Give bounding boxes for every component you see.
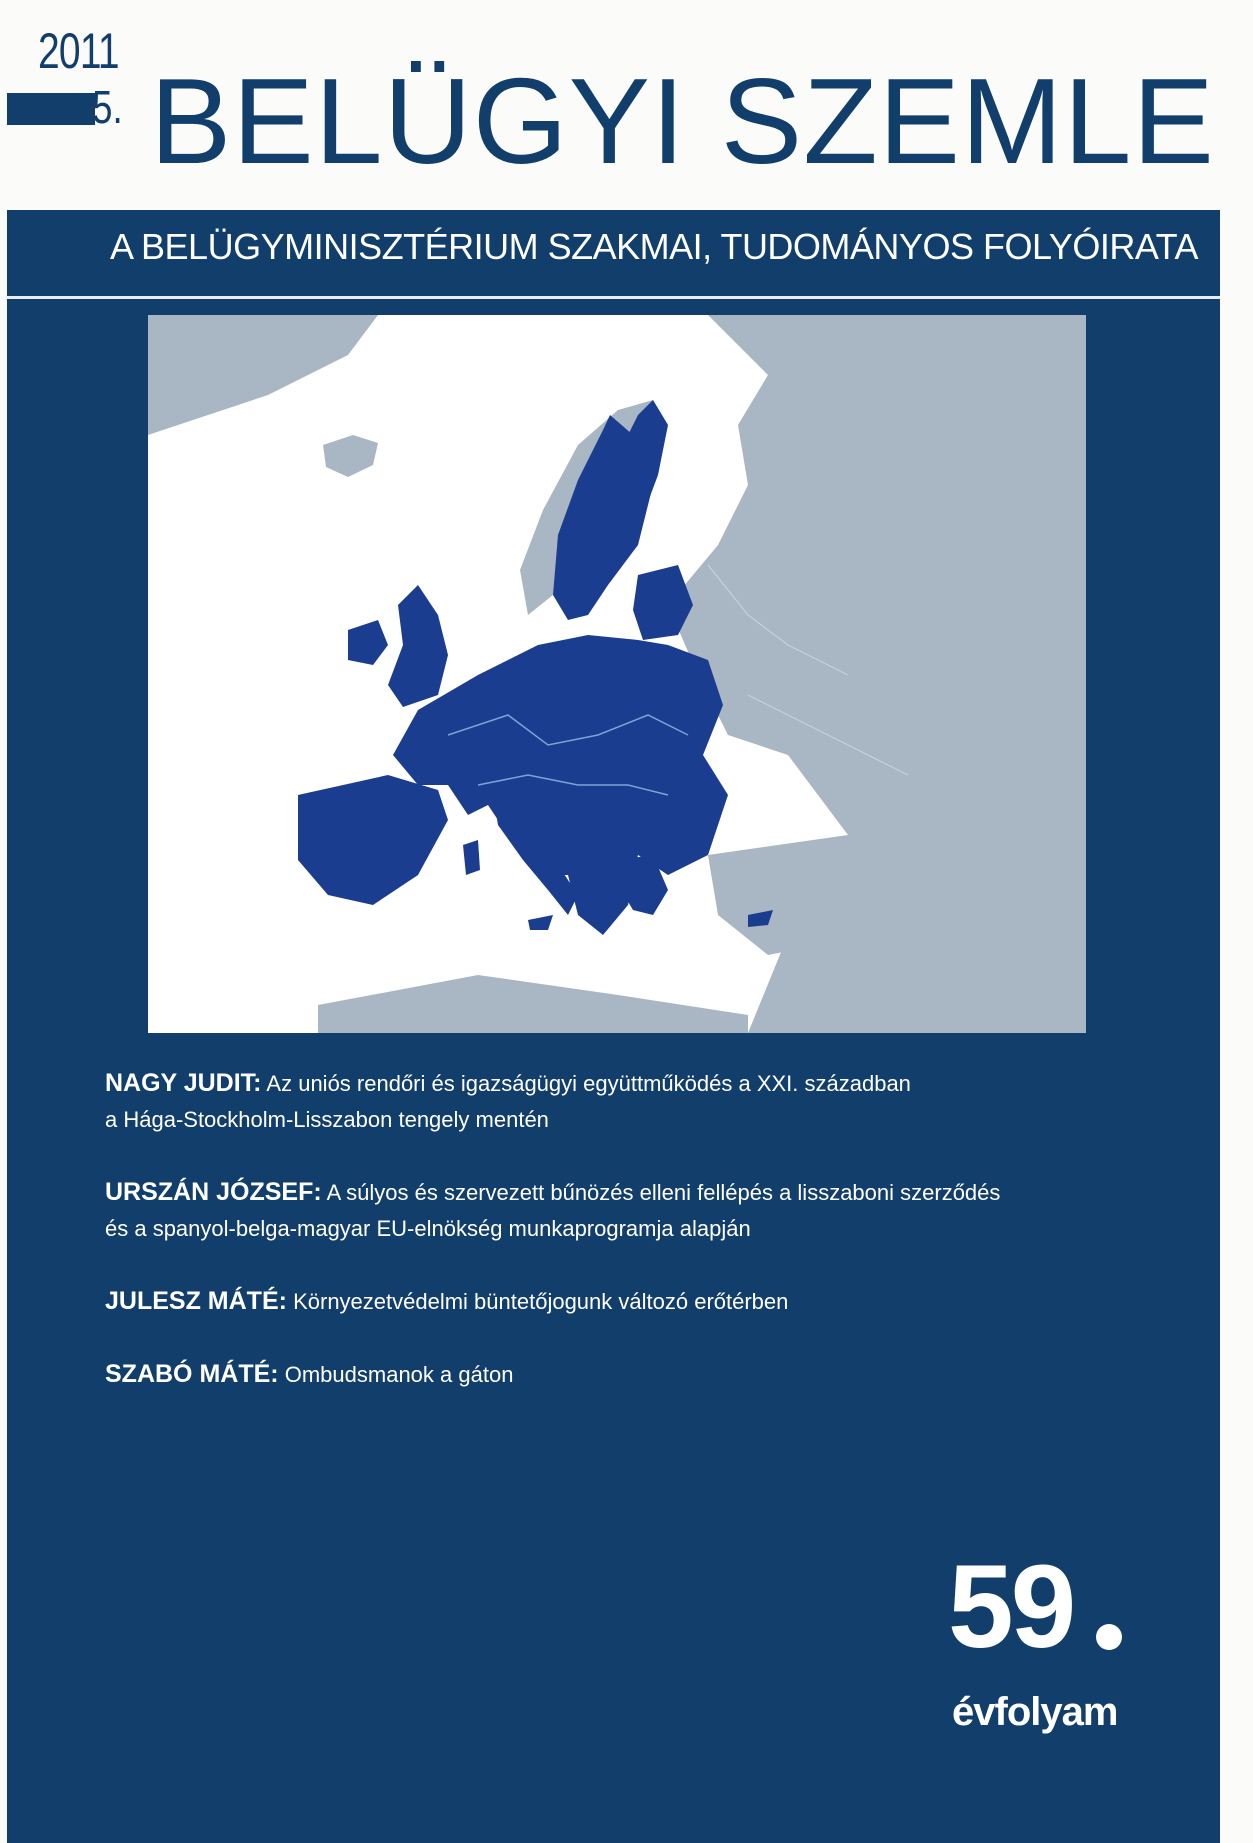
europe-eu-map-icon — [148, 315, 1086, 1033]
toc-entry — [105, 1174, 1105, 1247]
volume-label: évfolyam — [952, 1690, 1118, 1734]
journal-subtitle: A BELÜGYMINISZTÉRIUM SZAKMAI, TUDOMÁNYOS FOLYÓIRATA — [110, 226, 1198, 267]
toc-author: NAGY JUDIT: — [105, 1069, 262, 1097]
issue-number: 5. — [92, 81, 123, 133]
toc-entry — [105, 1065, 1105, 1138]
volume-dot — [1096, 1624, 1122, 1650]
toc-title: Ombudsmanok a gáton — [284, 1362, 514, 1387]
cover-map — [148, 315, 1086, 1033]
subtitle-rule — [7, 296, 1220, 299]
masthead-accent-bar — [7, 93, 95, 125]
toc-author: JULESZ MÁTÉ: — [105, 1287, 287, 1315]
toc-title: Az uniós rendőri és igazságügyi együttműködés a XXI. században — [266, 1071, 911, 1096]
toc-author: SZABÓ MÁTÉ: — [105, 1360, 279, 1388]
toc-entry — [105, 1356, 1105, 1393]
toc-title: A súlyos és szervezett bűnözés elleni fellépés a lisszaboni szerződés — [326, 1180, 1001, 1205]
toc-title-continued: és a spanyol-belga-magyar EU-elnökség munkaprogramja alapján — [105, 1216, 751, 1241]
table-of-contents — [105, 1065, 1105, 1429]
toc-title: Környezetvédelmi büntetőjogunk változó erőtérben — [293, 1289, 789, 1314]
volume-number: 59 — [948, 1541, 1074, 1673]
toc-entry — [105, 1283, 1105, 1320]
toc-title-continued: a Hága-Stockholm-Lisszabon tengely mentén — [105, 1107, 549, 1132]
journal-title: BELÜGYI SZEMLE — [150, 53, 1215, 189]
toc-author: URSZÁN JÓZSEF: — [105, 1178, 322, 1206]
issue-year: 2011 — [38, 23, 119, 79]
